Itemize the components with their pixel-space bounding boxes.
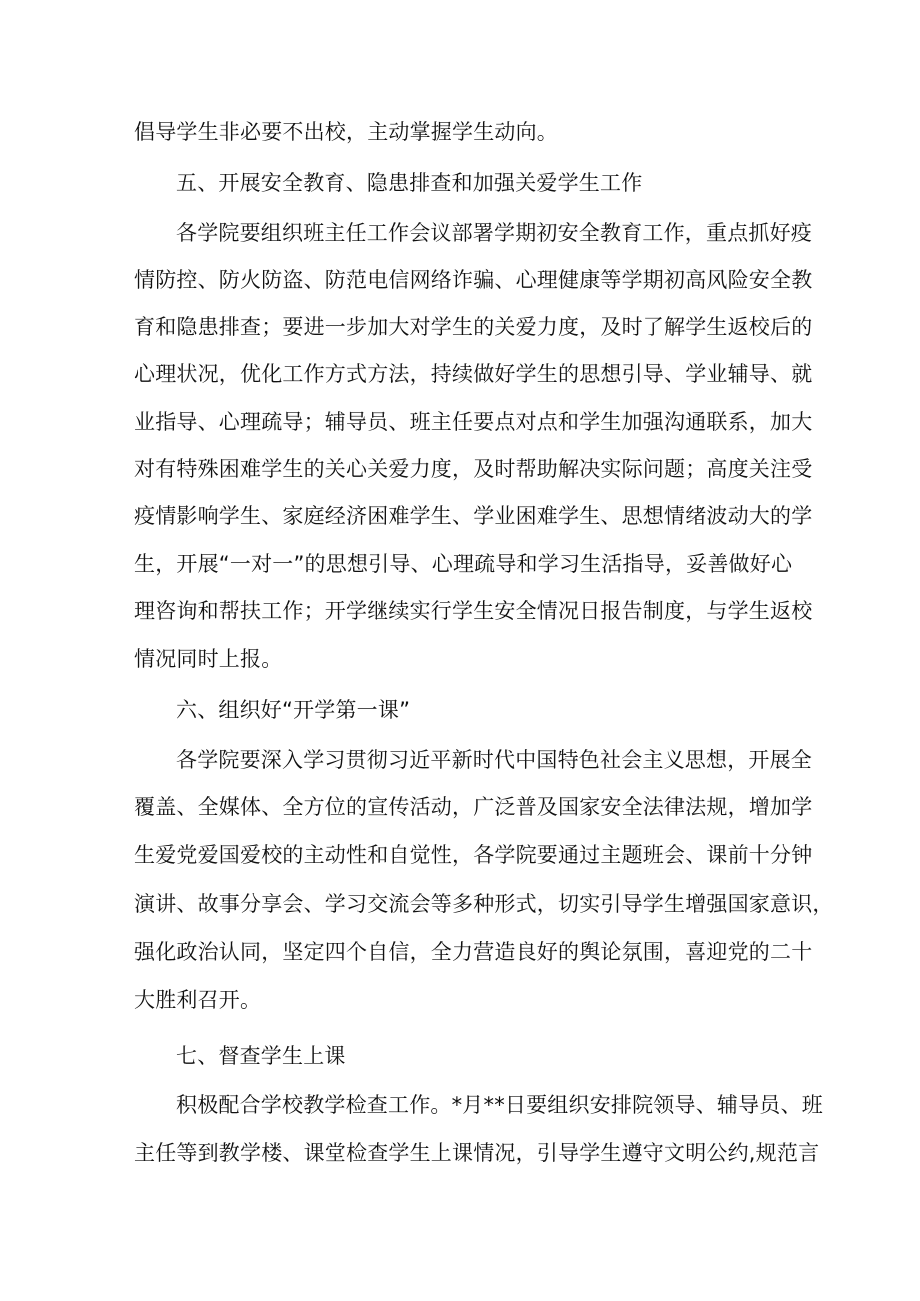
body-text-line: 各学院要深入学习贯彻习近平新时代中国特色社会主义思想，开展全 [176, 748, 812, 772]
body-text-line: 主任等到教学楼、课堂检查学生上课情况，引导学生遵守文明公约,规范言 [134, 1141, 820, 1165]
section-heading-7: 七、督查学生上课 [176, 1044, 346, 1068]
section-heading-6: 六、组织好“开学第一课” [176, 698, 411, 722]
body-text-line: 育和隐患排查；要进一步加大对学生的关爱力度，及时了解学生返校后的 [134, 315, 813, 339]
body-text-line: 业指导、心理疏导；辅导员、班主任要点对点和学生加强沟通联系，加大 [134, 410, 813, 434]
body-text-line: 情防控、防火防盗、防范电信网络诈骗、心理健康等学期初高风险安全教 [134, 268, 813, 292]
body-text-line: 积极配合学校教学检查工作。*月**日要组织安排院领导、辅导员、班 [176, 1093, 823, 1117]
body-text-line: 演讲、故事分享会、学习交流会等多种形式，切实引导学生增强国家意识， [134, 892, 834, 916]
body-text-line: 各学院要组织班主任工作会议部署学期初安全教育工作，重点抓好疫 [176, 221, 812, 245]
section-heading-5: 五、开展安全教育、隐患排查和加强关爱学生工作 [176, 171, 643, 195]
body-text-line: 疫情影响学生、家庭经济困难学生、学业困难学生、思想情绪波动大的学 [134, 504, 813, 528]
body-text-line: 情况同时上报。 [134, 647, 283, 671]
body-text-line: 生爱党爱国爱校的主动性和自觉性，各学院要通过主题班会、课前十分钟 [134, 843, 813, 867]
body-text-line: 心理状况，优化工作方式方法，持续做好学生的思想引导、学业辅导、就 [134, 362, 813, 386]
body-text-line: 倡导学生非必要不出校，主动掌握学生动向。 [134, 120, 558, 144]
body-text-line: 覆盖、全媒体、全方位的宣传活动，广泛普及国家安全法律法规，增加学 [134, 795, 813, 819]
body-text-line: 对有特殊困难学生的关心关爱力度，及时帮助解决实际问题；高度关注受 [134, 457, 813, 481]
body-text-line: 生，开展“一对一”的思想引导、心理疏导和学习生活指导，妥善做好心 [134, 552, 793, 576]
body-text-line: 大胜利召开。 [134, 988, 262, 1012]
body-text-line: 强化政治认同，坚定四个自信，全力营造良好的舆论氛围，喜迎党的二十 [134, 940, 813, 964]
body-text-line: 理咨询和帮扶工作；开学继续实行学生安全情况日报告制度，与学生返校 [134, 599, 813, 623]
